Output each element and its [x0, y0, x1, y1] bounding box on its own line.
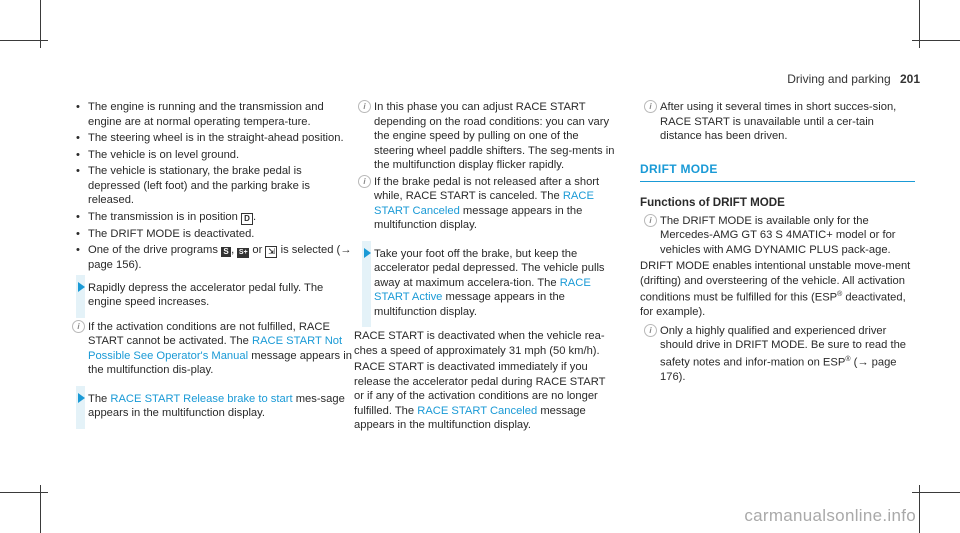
info-icon: i — [644, 100, 657, 113]
crop-mark — [919, 0, 920, 48]
note-text: message appears in the multifunction display. — [374, 204, 583, 231]
list-item: • The vehicle is on level ground. — [68, 148, 353, 163]
list-item: • The DRIFT MODE is deactivated. — [68, 227, 353, 242]
gear-d-icon: D — [241, 213, 253, 225]
note-text: The DRIFT MODE is available only for the Mercedes-AMG GT 63 S 4MATIC+ model or for vehicles with AMG DYNAMIC PLUS pack-age. — [660, 214, 896, 256]
display-message: RACE START Canceled — [374, 190, 594, 217]
list-item: • The transmission is in position D . — [68, 210, 353, 225]
registered-mark: ® — [845, 355, 851, 363]
page-number: 201 — [899, 72, 920, 86]
programs-or: or — [252, 244, 263, 256]
crop-mark — [40, 485, 41, 533]
watermark: carmanualsonline.info — [744, 506, 916, 525]
note-text: Only a highly qualified and experienced driver should drive in DRIFT MODE. Be sure to read the safety notes and infor-mation on ESP — [660, 324, 907, 369]
instruction-step — [68, 392, 353, 421]
info-note — [640, 214, 915, 258]
column-2 — [354, 100, 616, 435]
step-arrow-icon — [78, 393, 85, 403]
step-arrow-icon — [364, 248, 371, 258]
registered-mark: ® — [837, 291, 843, 298]
display-message: RACE START Not Possible See Operator's Manual — [88, 335, 343, 362]
step-text: message appears in the multifunction display. — [374, 291, 565, 318]
paragraph — [640, 259, 915, 320]
paragraph-text: deactivated, for example). — [640, 291, 906, 319]
paragraph-text: DRIFT MODE enables intentional unstable move-ment (drifting) and oversteering of the vehicle. All activation conditions must be fulfilled for this (ESP — [640, 260, 911, 304]
instruction-step — [68, 281, 353, 310]
note-text: (→ page 176). — [660, 356, 897, 383]
subsection-title: Functions of DRIFT MODE — [640, 196, 785, 209]
info-icon: i — [72, 320, 85, 333]
info-note — [354, 175, 616, 233]
info-icon: i — [644, 324, 657, 337]
info-icon: i — [644, 214, 657, 227]
info-note — [640, 100, 915, 144]
column-3 — [640, 100, 915, 386]
step-text: mes-sage appears in the multifunction display. — [88, 392, 345, 419]
paragraph — [354, 360, 616, 433]
info-icon: i — [358, 175, 371, 188]
note-text: If the activation conditions are not fulfilled, RACE START cannot be activated. The — [88, 320, 330, 347]
list-item: • The engine is running and the transmission and engine are at normal operating tempera-ture. — [68, 100, 353, 129]
page-header — [787, 72, 920, 86]
crop-mark — [40, 0, 41, 48]
section-title: DRIFT MODE — [640, 162, 915, 183]
drive-program-s-icon: S — [221, 247, 231, 257]
paragraph-text: message appears in the multifunction display. — [354, 404, 586, 431]
programs-text: One of the drive programs — [88, 244, 218, 256]
display-message: RACE START Canceled — [417, 404, 538, 417]
display-message: RACE START Active — [374, 276, 591, 303]
note-text: If the brake pedal is not released after a short while, RACE START is canceled. The — [374, 175, 600, 202]
paragraph: RACE START is deactivated when the vehicle rea-ches a speed of approximately 31 mph (50 km/h). — [354, 330, 605, 357]
note-text: message appears in the multifunction dis-play. — [88, 349, 352, 376]
programs-post: is selected (→ page 156). — [88, 244, 352, 271]
step-text: Rapidly depress the accelerator pedal fully. The engine speed increases. — [88, 281, 324, 308]
display-message: RACE START Release brake to start — [110, 392, 293, 405]
list-item: • The steering wheel is in the straight-ahead position. — [68, 131, 353, 146]
header-section: Driving and parking — [787, 72, 891, 86]
step-text: Take your foot off the brake, but keep the accelerator pedal depressed. The vehicle pulls away at maximum accelera-tion. The — [374, 247, 605, 289]
column-1 — [68, 100, 353, 431]
info-note — [640, 324, 915, 385]
instruction-step — [354, 247, 616, 320]
crop-mark — [919, 485, 920, 533]
step-text: The — [88, 392, 108, 405]
list-item: • One of the drive programs S , S+ or ⇲ is selected (→ page 156). — [68, 243, 353, 273]
step-arrow-icon — [78, 282, 85, 292]
info-icon: i — [358, 100, 371, 113]
drive-program-splus-icon: S+ — [238, 249, 248, 256]
paragraph-text: RACE START is deactivated immediately if you release the accelerator pedal during RACE START or if any of the activation conditions are no longer fulfilled. The — [354, 361, 606, 417]
drive-program-race-icon: ⇲ — [265, 246, 277, 258]
info-note — [354, 100, 616, 173]
list-item: • The vehicle is stationary, the brake pedal is depressed (left foot) and the parking brake is released. — [68, 164, 353, 208]
note-text: After using it several times in short succes-sion, RACE START is unavailable until a cer-tain distance has been driven. — [660, 101, 897, 142]
list-item-text: The transmission is in position — [88, 210, 238, 223]
info-note — [68, 320, 353, 378]
note-text: In this phase you can adjust RACE START depending on the road conditions: you can vary the engine speed by pulling on one of the steering wheel paddle shifters. The seg-ments in the multifunction display flicker rapidly. — [374, 101, 615, 171]
